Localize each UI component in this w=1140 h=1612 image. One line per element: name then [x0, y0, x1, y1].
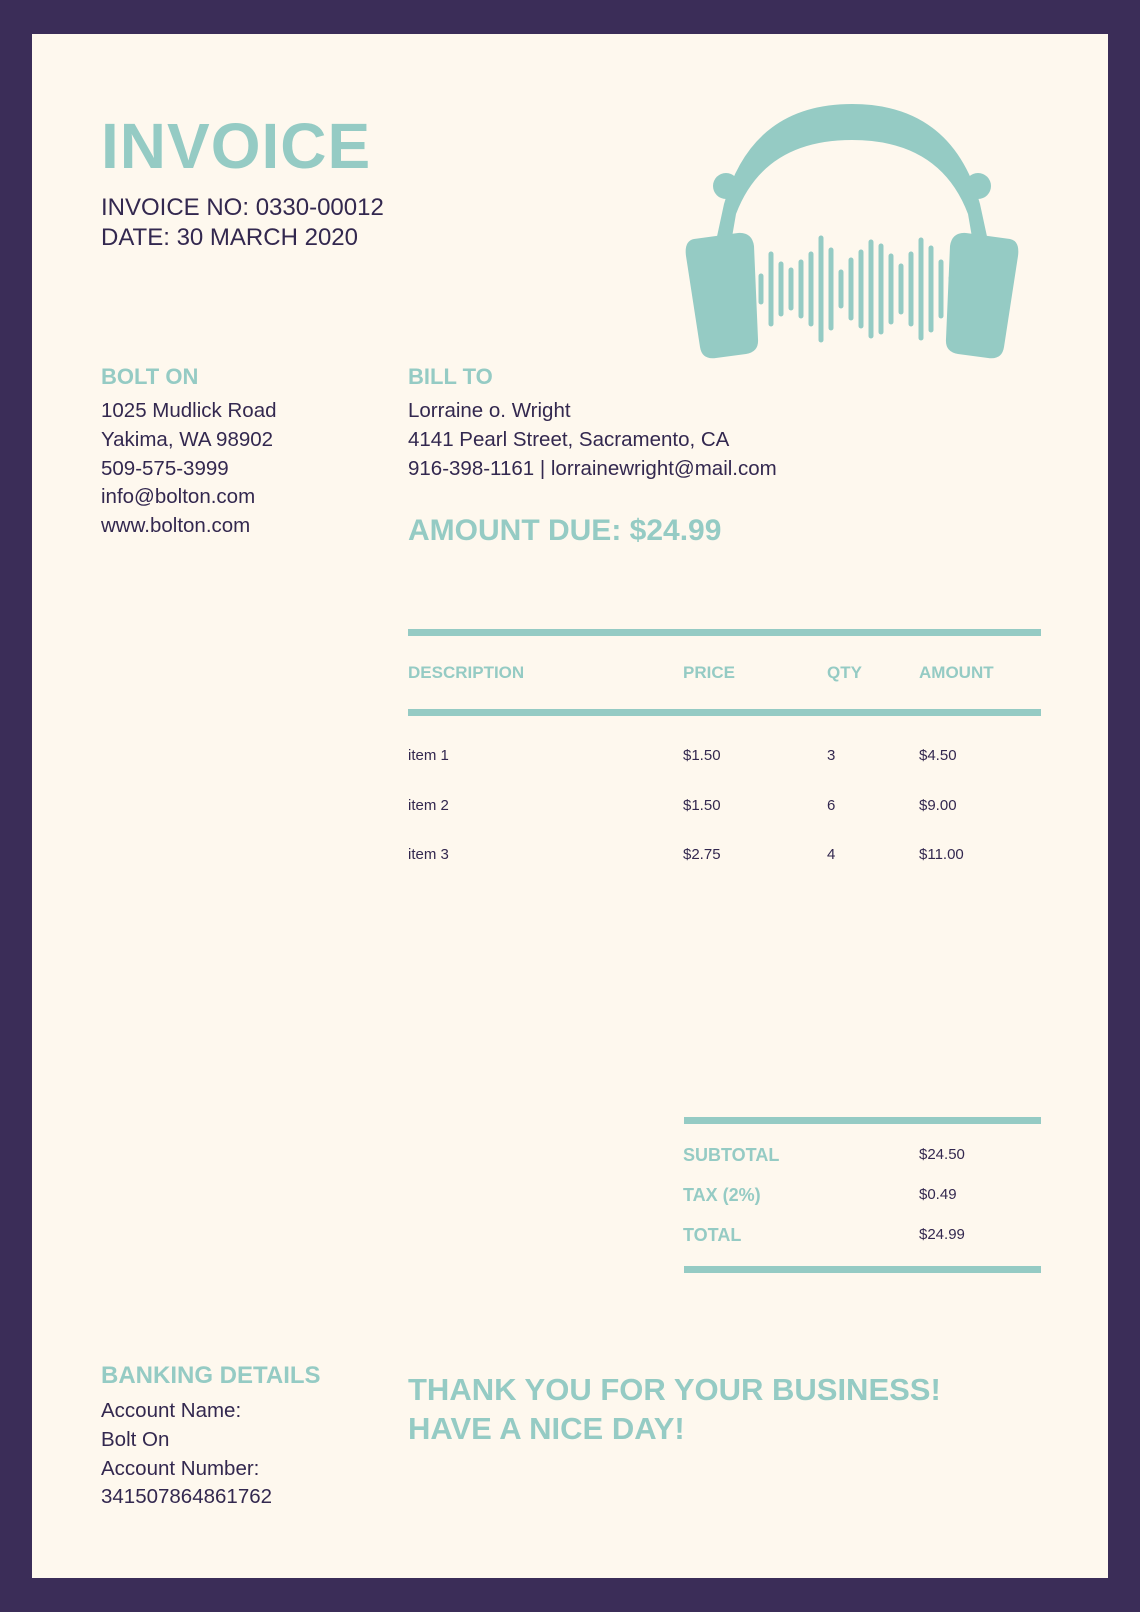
- account-name-value: Bolt On: [101, 1427, 170, 1451]
- col-header-amount: AMOUNT: [919, 663, 994, 682]
- item-amount: $9.00: [919, 797, 957, 814]
- col-header-price: PRICE: [683, 663, 735, 682]
- seller-phone: 509-575-3999: [101, 456, 229, 480]
- item-amount: $11.00: [919, 846, 964, 863]
- tax-label: TAX (2%): [683, 1185, 761, 1205]
- thank-you-message: [408, 1370, 941, 1448]
- item-description: item 1: [408, 747, 449, 764]
- item-qty: 4: [827, 846, 836, 863]
- account-number-label: Account Number:: [101, 1456, 260, 1480]
- tax-value: $0.49: [919, 1186, 957, 1203]
- account-name-label: Account Name:: [101, 1399, 242, 1422]
- item-price: $1.50: [683, 747, 721, 764]
- total-value: $24.99: [919, 1226, 965, 1243]
- seller-block: [101, 366, 277, 541]
- invoice-number: INVOICE NO: 0330-00012: [101, 194, 384, 221]
- item-price: $1.50: [683, 797, 721, 814]
- totals-top-rule: [684, 1117, 1041, 1124]
- bill-to-block: [408, 366, 777, 483]
- totals-bottom-rule: [684, 1266, 1041, 1273]
- table-header-rule: [408, 709, 1041, 716]
- item-description: item 2: [408, 797, 449, 814]
- col-header-description: DESCRIPTION: [408, 663, 525, 682]
- subtotal-value: $24.50: [919, 1146, 965, 1163]
- item-qty: 6: [827, 797, 836, 814]
- item-qty: 3: [827, 747, 836, 764]
- seller-email: info@bolton.com: [101, 485, 256, 509]
- bill-to-contact: 916-398-1161 | lorrainewright@mail.com: [408, 456, 777, 480]
- col-header-qty: QTY: [827, 663, 862, 682]
- banking-block: [101, 1364, 321, 1512]
- account-number-value: 341507864861762: [101, 1485, 273, 1509]
- banking-heading: BANKING DETAILS: [101, 1362, 321, 1389]
- amount-due: AMOUNT DUE: $24.99: [408, 514, 722, 547]
- invoice-date: DATE: 30 MARCH 2020: [101, 224, 358, 251]
- subtotal-label: SUBTOTAL: [683, 1145, 780, 1165]
- table-top-rule: [408, 629, 1041, 636]
- bill-to-address: 4141 Pearl Street, Sacramento, CA: [408, 427, 730, 451]
- item-amount: $4.50: [919, 747, 957, 764]
- bill-to-heading: BILL TO: [408, 364, 493, 389]
- item-price: $2.75: [683, 846, 721, 863]
- seller-address-line: 1025 Mudlick Road: [101, 399, 277, 422]
- invoice-title: INVOICE: [101, 110, 372, 182]
- seller-heading: BOLT ON: [101, 364, 199, 389]
- bill-to-name: Lorraine o. Wright: [408, 399, 571, 422]
- invoice-page: [32, 34, 1108, 1578]
- item-description: item 3: [408, 846, 449, 863]
- thank-you-line-2: HAVE A NICE DAY!: [408, 1411, 685, 1446]
- seller-city-line: Yakima, WA 98902: [101, 427, 274, 451]
- headphones-soundwave-icon: [672, 104, 1032, 394]
- seller-website: www.bolton.com: [101, 514, 251, 538]
- thank-you-line-1: THANK YOU FOR YOUR BUSINESS!: [408, 1372, 941, 1407]
- total-label: TOTAL: [683, 1225, 742, 1245]
